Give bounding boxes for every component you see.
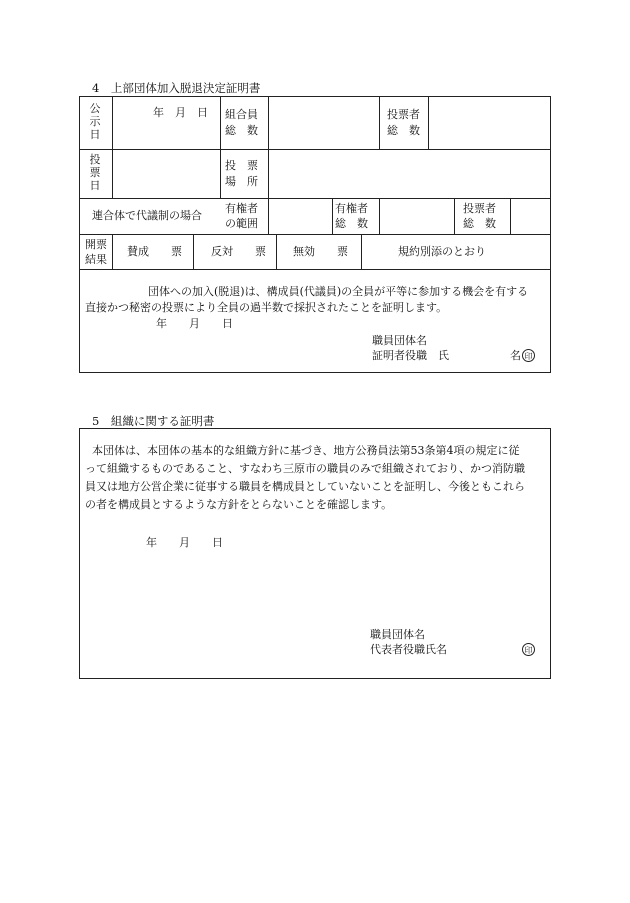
federation-label: 連合体で代議制の場合 xyxy=(92,209,202,222)
name-suffix: 名 xyxy=(510,349,521,362)
voters-total-label-1: 投票者 xyxy=(387,108,420,121)
statement-date: 年 月 日 xyxy=(156,317,233,330)
voters-count-label-2: 総 数 xyxy=(463,217,496,230)
kokuji-date-label: 公示日 xyxy=(89,102,101,141)
org-date: 年 月 日 xyxy=(146,536,223,549)
organization-certificate-box xyxy=(79,428,551,679)
vote-date-label: 投票日 xyxy=(89,153,101,192)
electorate-total-label-2: 総 数 xyxy=(335,217,368,230)
voters-total-label-2: 総 数 xyxy=(387,124,420,137)
kokuji-date-value: 年 月 日 xyxy=(153,106,208,119)
representative-label: 代表者役職氏名 xyxy=(370,643,447,656)
section4-heading: 4 上部団体加入脱退決定証明書 xyxy=(92,81,261,95)
votes-for: 賛成 票 xyxy=(127,245,182,258)
votes-against: 反対 票 xyxy=(211,245,266,258)
section5-heading: 5 組織に関する証明書 xyxy=(92,414,215,428)
electorate-total-label-1: 有権者 xyxy=(335,202,368,215)
org-body-line-1: 本団体は、本団体の基本的な組織方針に基づき、地方公務員法第53条第4項の規定に従 xyxy=(92,444,520,457)
seal-mark: 印 xyxy=(522,349,535,362)
rules-attached-note: 規約別添のとおり xyxy=(398,245,486,258)
org-body-line-2: って組織するものであること、すなわち三原市の職員のみで組織されており、かつ消防職 xyxy=(85,462,525,475)
votes-invalid: 無効 票 xyxy=(293,245,348,258)
certifier-label: 証明者役職 氏 xyxy=(372,349,449,362)
decision-certificate-table xyxy=(79,96,551,373)
members-total-label-2: 総 数 xyxy=(225,124,258,137)
org-body-line-4: の者を構成員とするような方針をとらないことを確認します。 xyxy=(85,498,393,511)
seal-mark-2: 印 xyxy=(522,643,535,656)
statement-line-2: 直接かつ秘密の投票により全員の過半数で採択されたことを証明します。 xyxy=(85,301,448,314)
vote-place-label-2: 場 所 xyxy=(225,175,258,188)
org5-name-label: 職員団体名 xyxy=(370,628,425,641)
voters-count-label-1: 投票者 xyxy=(463,202,496,215)
counting-result-label-1: 開票 xyxy=(85,238,107,251)
electorate-range-label-2: の範囲 xyxy=(225,217,258,230)
members-total-label-1: 組合員 xyxy=(225,108,258,121)
electorate-range-label-1: 有権者 xyxy=(225,202,258,215)
org-body-line-3: 員又は地方公営企業に従事する職員を構成員としていないことを証明し、今後ともこれら xyxy=(85,480,525,493)
vote-place-label-1: 投 票 xyxy=(225,159,258,172)
org-name-label: 職員団体名 xyxy=(372,334,427,347)
counting-result-label-2: 結果 xyxy=(85,253,107,266)
statement-line-1: 団体への加入(脱退)は、構成員(代議員)の全員が平等に参加する機会を有する xyxy=(148,285,529,298)
